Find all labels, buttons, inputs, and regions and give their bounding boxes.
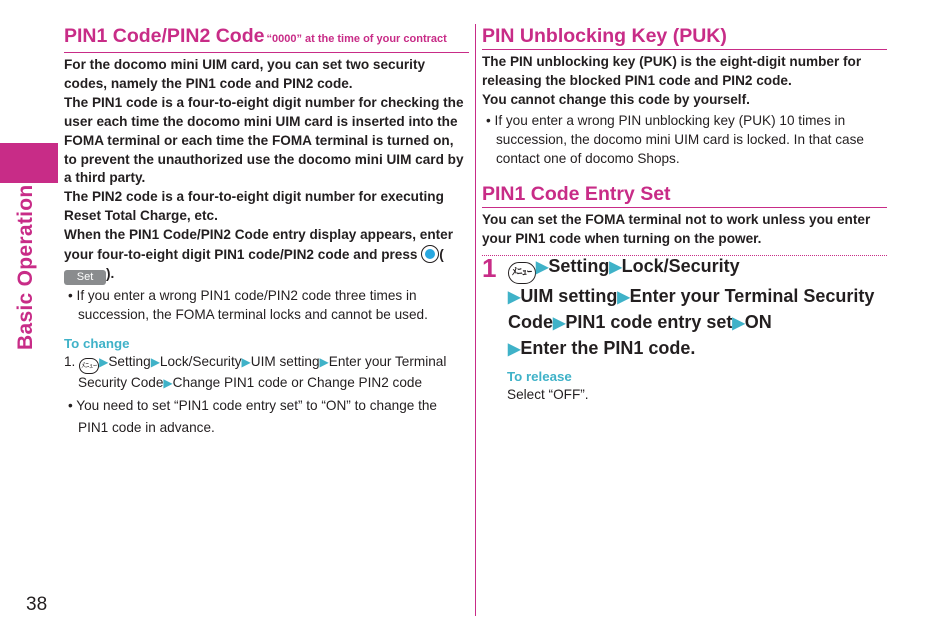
arrow-icon: ▶ — [508, 289, 521, 306]
intro-paragraph: For the docomo mini UIM card, you can set two security codes, namely the PIN1 code and PIN2 code. — [64, 57, 426, 91]
arrow-icon: ▶ — [319, 354, 329, 369]
center-key-icon — [421, 245, 439, 263]
arrow-icon: ▶ — [617, 289, 630, 306]
arrow-icon: ▶ — [150, 354, 160, 369]
release-section — [507, 368, 887, 404]
arrow-icon: ▶ — [99, 354, 109, 369]
heading-note: “0000” at the time of your contract — [266, 33, 447, 45]
set-softkey-icon: Set — [64, 270, 106, 285]
puk-paragraph: The PIN unblocking key (PUK) is the eight-digit number for releasing the blocked PIN1 code and PIN2 code. — [482, 54, 862, 88]
entry-set-paragraph: You can set the FOMA terminal not to work unless you enter your PIN1 code when turning on the power. — [482, 212, 871, 247]
side-tab-marker — [0, 143, 58, 183]
entry-paragraph: When the PIN1 Code/PIN2 Code entry display appears, enter your four-to-eight digit PIN1 code/PIN2 code and press (Set ). — [64, 227, 454, 283]
step-number: 1 — [482, 253, 497, 283]
lock-warning-bullet: • If you enter a wrong PIN1 code/PIN2 code three times in succession, the FOMA terminal locks and cannot be used. — [68, 287, 428, 322]
arrow-icon: ▶ — [241, 354, 251, 369]
arrow-icon: ▶ — [732, 315, 745, 332]
section-side-label: Basic Operation — [14, 184, 37, 350]
entry-set-heading: PIN1 Code Entry Set — [482, 182, 887, 208]
puk-note: You cannot change this code by yourself. — [482, 91, 750, 107]
pin1-paragraph: The PIN1 code is a four-to-eight digit number for checking the user each time the docomo mini UIM card is inserted into the FOMA terminal or each time the FOMA terminal is turned on, to prevent the unauthorized use the docomo mini UIM card by a third party. — [64, 94, 464, 186]
puk-warning-bullet: • If you enter a wrong PIN unblocking key (PUK) 10 times in succession, the docomo mini UIM card is locked. In that case contact one of docomo Shops. — [486, 112, 864, 166]
column-divider — [475, 24, 476, 616]
to-release-label: To release — [507, 369, 572, 384]
to-change-label: To change — [64, 335, 130, 351]
puk-heading: PIN Unblocking Key (PUK) — [482, 24, 887, 50]
arrow-icon: ▶ — [508, 341, 521, 358]
entry-set-step: ﾒﾆｭｰ ▶Setting▶Lock/Security ▶UIM setting▶Enter your Terminal Security Code▶PIN1 code entry set▶ON ▶Enter the PIN1 code. — [508, 256, 875, 358]
change-note-bullet: • You need to set “PIN1 code entry set” to “ON” to change the PIN1 code in advance. — [68, 397, 437, 435]
release-text: Select “OFF”. — [507, 387, 589, 402]
arrow-icon: ▶ — [163, 375, 173, 390]
arrow-icon: ▶ — [536, 259, 549, 276]
pin2-paragraph: The PIN2 code is a four-to-eight digit number for executing Reset Total Charge, etc. — [64, 189, 444, 224]
left-column — [64, 24, 469, 439]
change-steps: 1. ﾒﾆｭｰ ▶Setting▶Lock/Security▶UIM setting▶Enter your Terminal Security Code▶Change PIN1 code or Change PIN2 code — [64, 353, 447, 390]
arrow-icon: ▶ — [609, 259, 622, 276]
page-number: 38 — [26, 594, 48, 615]
menu-key-icon: ﾒﾆｭｰ — [79, 358, 99, 374]
arrow-icon: ▶ — [553, 315, 566, 332]
menu-key-icon: ﾒﾆｭｰ — [508, 262, 536, 284]
pin-code-heading: PIN1 Code/PIN2 Code “0000” at the time of your contract — [64, 24, 469, 53]
right-column — [482, 24, 887, 256]
